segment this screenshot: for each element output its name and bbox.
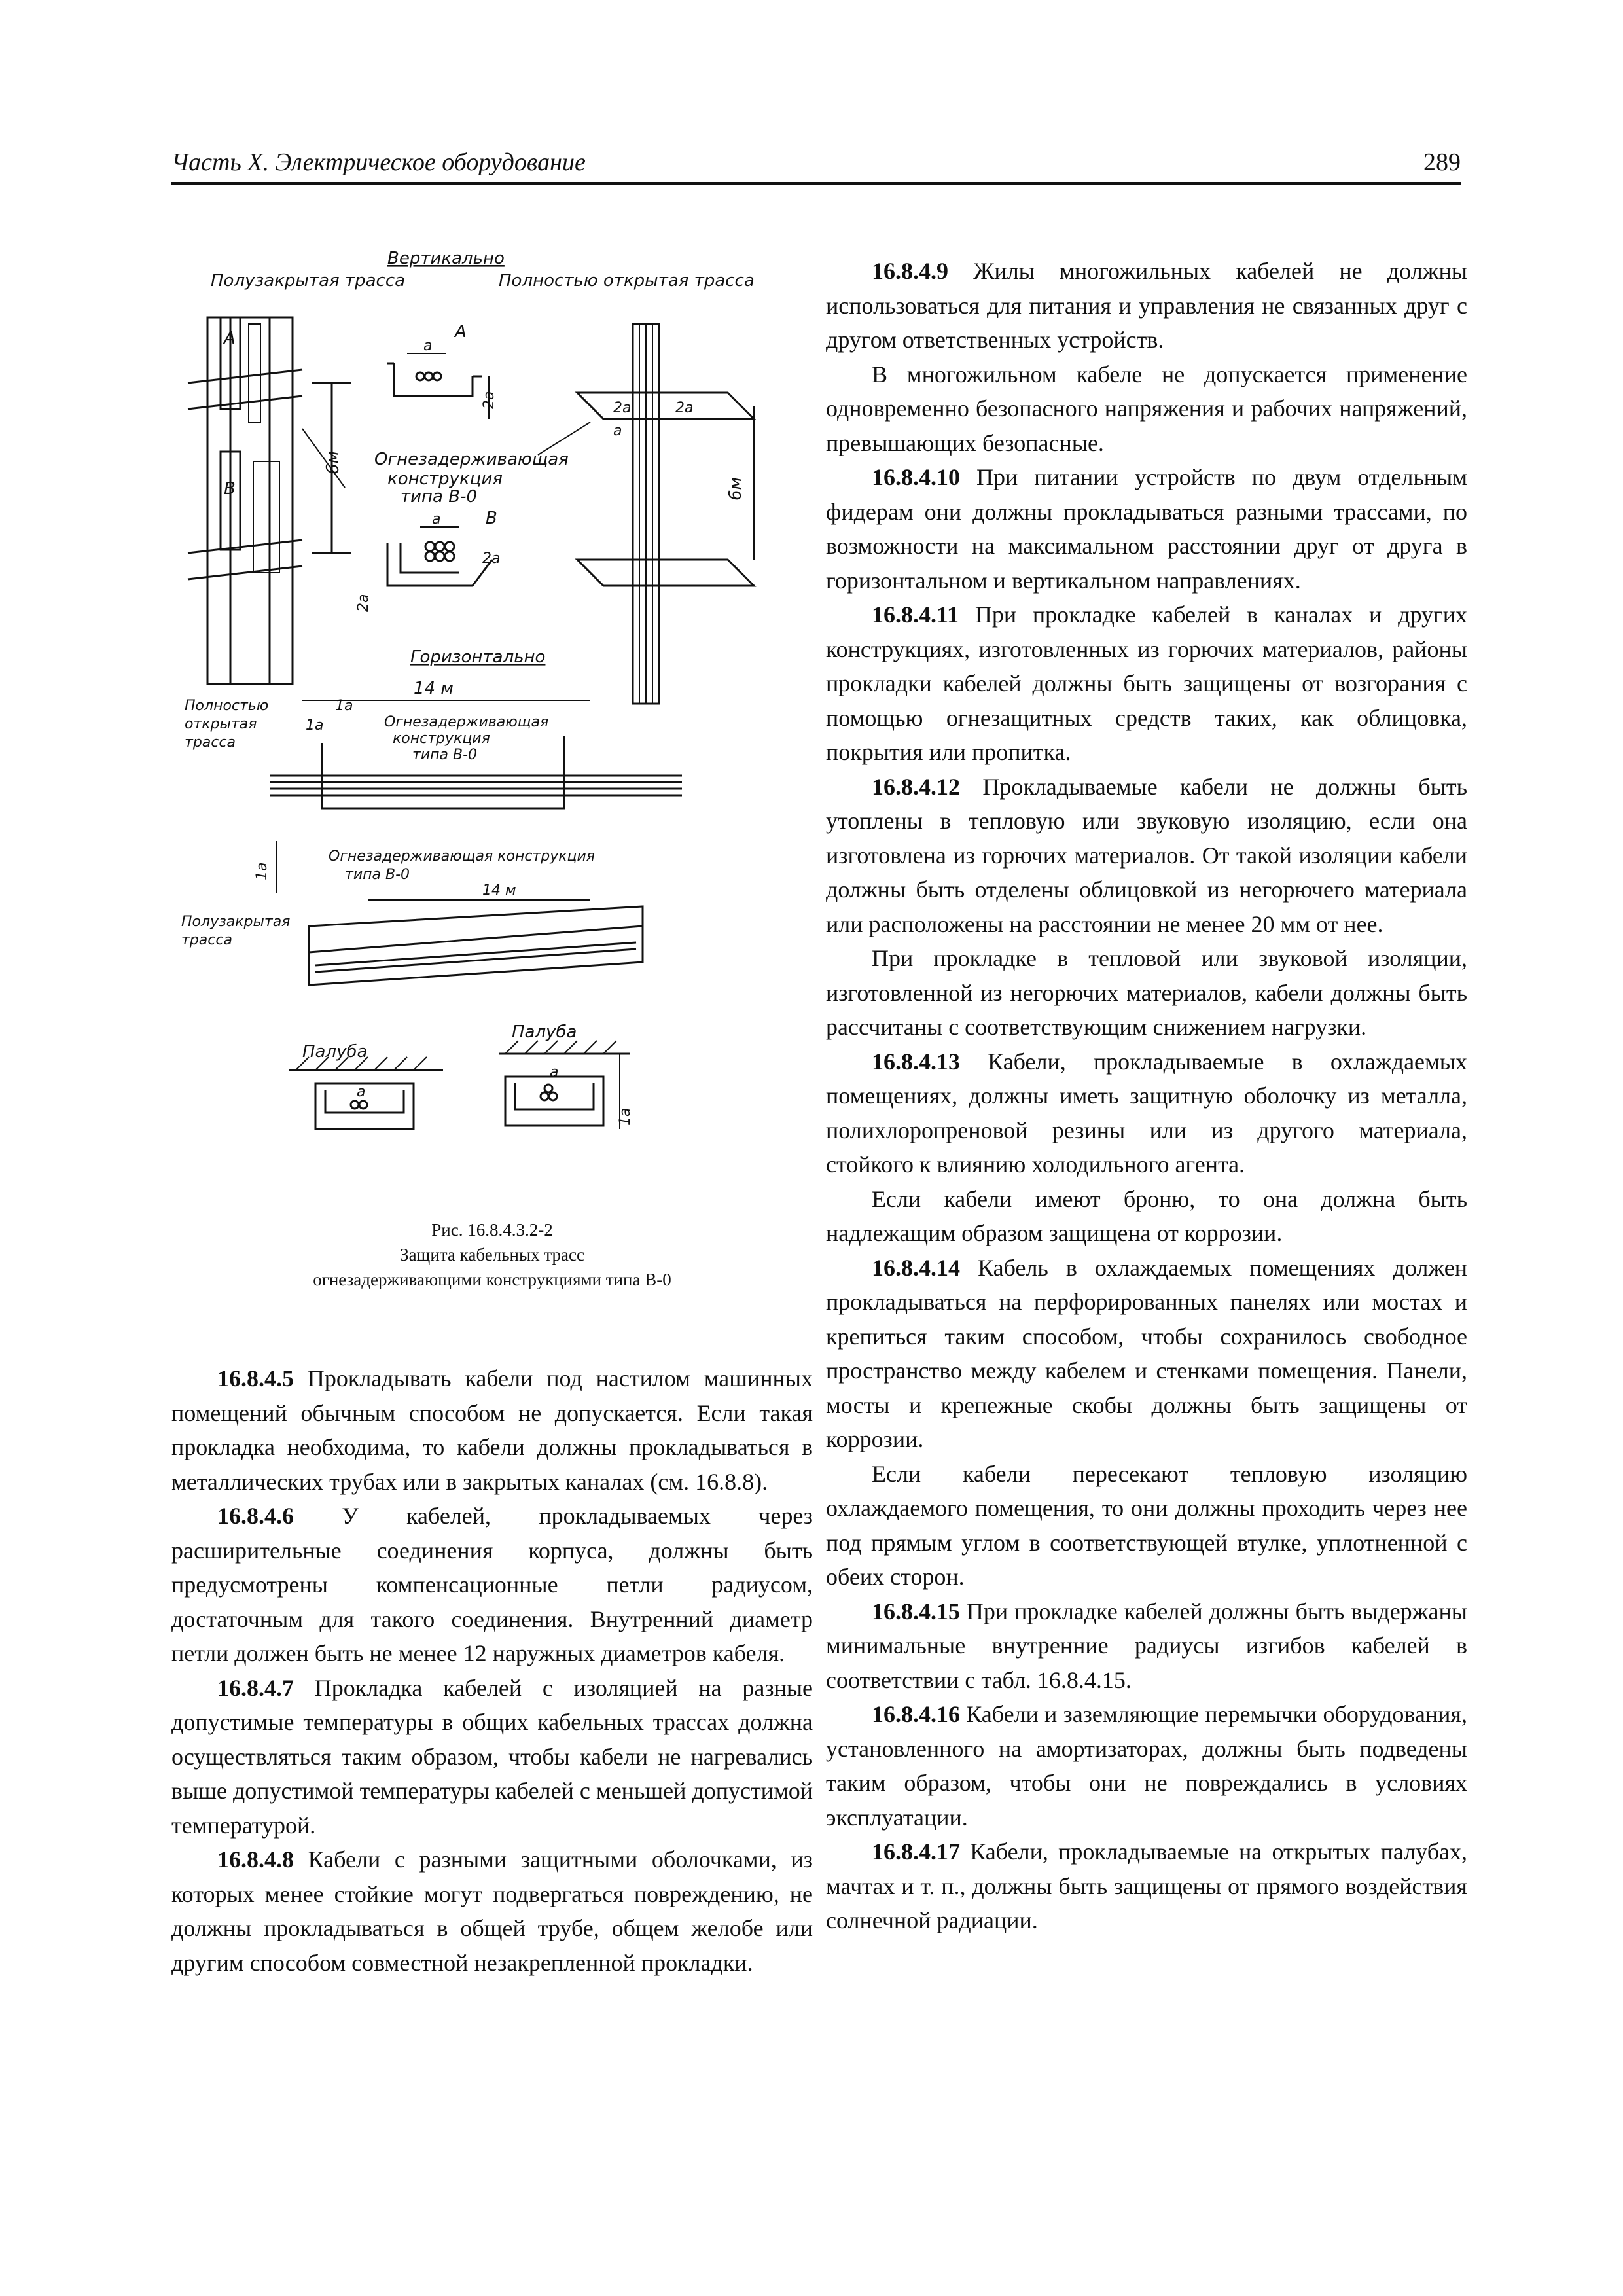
paragraph-insulation [826, 941, 1467, 1045]
label-construction-2: конструкция [393, 730, 490, 747]
paragraph-multicore [826, 357, 1467, 461]
paragraph-16-8-4-8 [171, 1842, 813, 1980]
clause-number: 16.8.4.14 [872, 1254, 960, 1281]
label-14m-1: 14 м [414, 679, 454, 698]
label-horizontal: Горизонтально [410, 647, 546, 667]
clause-number: 16.8.4.15 [872, 1598, 960, 1624]
running-header [171, 143, 1461, 185]
clause-text: Если кабели пересекают тепловую изоляцию охлаждаемого помещения, то они должны проходить через нее под прямым углом в соответствующей втулке, уплотненной с обеих сторон. [826, 1460, 1467, 1590]
clause-number: 16.8.4.17 [872, 1839, 960, 1865]
caption-line-3: огнезадерживающими конструкциями типа В-0 [313, 1270, 671, 1289]
label-a-deck-2: a [550, 1064, 559, 1081]
label-type-b0-2: типа В-0 [412, 747, 477, 763]
clause-text: Прокладывать кабели под настилом машинных помещений обычным способом не допускается. Если такая прокладка необходима, то кабели должны прокладываться в металлических трубах или в закрытых каналах (см. 16.8.8). [171, 1365, 813, 1495]
label-type-b0-3: типа В-0 [345, 867, 410, 883]
label-1a-h3: 1a [254, 862, 270, 880]
label-vertical: Вертикально [387, 249, 505, 268]
label-construction-1: конструкция [387, 469, 503, 489]
paragraph-16-8-4-6 [171, 1499, 813, 1671]
clause-text: Кабели и заземляющие перемычки оборудования, установленного на амортизаторах, должны быть подведены таким образом, чтобы они не повреждались в условиях эксплуатации. [826, 1701, 1467, 1831]
clause-text: Если кабели имеют броню, то она должна быть надлежащим образом защищена от коррозии. [826, 1185, 1467, 1246]
fully-open-vertical-cable [577, 324, 754, 704]
label-1a-h2: 1a [306, 717, 324, 734]
label-fully-open-h3: трасса [185, 734, 236, 751]
paragraph-16-8-4-17 [826, 1835, 1467, 1938]
clause-text: При питании устройств по двум отдельным фидерам они должны прокладываться разными трассами, по возможности на максимальном расстоянии друг от друга в горизонтальном и вертикальном направлениях. [826, 464, 1467, 594]
label-b-section: B [486, 509, 497, 528]
label-fire-retardant-2: Огнезадерживающая [384, 714, 549, 730]
label-2a-open-1: 2a [613, 400, 632, 416]
label-fully-open-h1: Полностью [185, 698, 269, 714]
right-column [826, 254, 1467, 1938]
clause-text: У кабелей, прокладываемых через расширительные соединения корпуса, должны быть предусмотрены компенсационные петли радиусом, достаточным для такого соединения. Внутренний диаметр петли должен быть не менее 12 наружных диаметров кабеля. [171, 1503, 813, 1666]
label-2a-open-2: 2a [675, 400, 694, 416]
paragraph-16-8-4-11 [826, 598, 1467, 770]
label-a-open: a [613, 423, 622, 439]
clause-text: При прокладке в тепловой или звуковой изоляции, изготовленной из негорючих материалов, кабели должны быть рассчитаны с соответствующим снижением нагрузки. [826, 945, 1467, 1040]
paragraph-16-8-4-5 [171, 1361, 813, 1499]
clause-number: 16.8.4.7 [217, 1674, 294, 1701]
caption-line-2: Защита кабельных трасс [400, 1245, 584, 1265]
figure-caption [171, 1217, 813, 1292]
label-fully-open-route: Полностью открытая трасса [499, 271, 755, 291]
label-2a-dim-1: 2a [481, 391, 497, 409]
clause-number: 16.8.4.8 [217, 1846, 294, 1873]
clause-text: При прокладке кабелей должны быть выдержаны минимальные внутренние радиусы изгибов кабелей в соответствии с табл. 16.8.4.15. [826, 1598, 1467, 1693]
paragraph-16-8-4-16 [826, 1697, 1467, 1835]
label-1a-h1: 1a [335, 698, 353, 714]
label-a-top: A [224, 329, 236, 348]
left-column [171, 1361, 813, 1980]
label-deck-2: Палуба [512, 1022, 577, 1042]
section-a-detail [387, 353, 489, 419]
label-semi-closed-route: Полузакрытая трасса [211, 271, 406, 291]
paragraph-16-8-4-12 [826, 770, 1467, 942]
page-number: 289 [1423, 149, 1461, 176]
figure-drawing [171, 245, 813, 1136]
clause-number: 16.8.4.10 [872, 464, 960, 490]
clause-text: Прокладываемые кабели не должны быть утоплены в тепловую или звуковую изоляцию, если она изготовлена из горючих материалов. От такой изоляции кабели должны быть отделены облицовкой из негорючего материала или расположены на расстоянии не менее 20 мм от нее. [826, 773, 1467, 937]
clause-text: В многожильном кабеле не допускается применение одновременно безопасного напряжения и рабочих напряжений, превышающих безопасные. [826, 361, 1467, 456]
paragraph-16-8-4-15 [826, 1594, 1467, 1698]
label-2a-dim-3: 2a [355, 594, 372, 612]
horizontal-semi-closed-tray [309, 900, 643, 985]
paragraph-16-8-4-13 [826, 1045, 1467, 1182]
clause-number: 16.8.4.5 [217, 1365, 294, 1391]
label-a-dim-2: a [432, 511, 441, 528]
semi-closed-vertical-trunk [188, 317, 302, 684]
clause-text: Прокладка кабелей с изоляцией на разные допустимые температуры в общих кабельных трассах должна осуществляться таким образом, чтобы кабели не нагревались выше допустимой температуры кабелей с меньшей допустимой температурой. [171, 1674, 813, 1839]
label-semi-closed-h2: трасса [181, 932, 232, 948]
label-6m-right: 6м [726, 476, 745, 501]
paragraph-16-8-4-14 [826, 1251, 1467, 1457]
label-fire-construction-full: Огнезадерживающая конструкция [329, 848, 596, 865]
label-14m-2: 14 м [482, 882, 516, 899]
caption-number: Рис. 16.8.4.3.2-2 [431, 1220, 553, 1240]
clause-text: Кабели, прокладываемые на открытых палубах, мачтах и т. п., должны быть защищены от прямого воздействия солнечной радиации. [826, 1839, 1467, 1933]
clause-text: Кабели с разными защитными оболочками, из которых менее стойкие могут подвергаться повреждению, не должны прокладываться в общей трубе, общем желобе или другим способом совместной незакрепленной прокладки. [171, 1846, 813, 1976]
paragraph-16-8-4-10 [826, 460, 1467, 598]
section-b-detail [387, 527, 492, 586]
label-b-mid: B [224, 479, 236, 499]
clause-number: 16.8.4.11 [872, 601, 959, 628]
paragraph-thermal-crossing [826, 1457, 1467, 1594]
clause-number: 16.8.4.13 [872, 1048, 960, 1075]
figure [171, 245, 813, 1136]
label-type-b0-1: типа В-0 [401, 487, 477, 507]
paragraph-armor [826, 1182, 1467, 1251]
deck-detail-left [289, 1057, 443, 1129]
clause-number: 16.8.4.12 [872, 773, 960, 800]
label-a-dim-1: a [423, 338, 433, 354]
label-semi-closed-h1: Полузакрытая [181, 914, 291, 930]
label-a-section: A [455, 322, 467, 342]
deck-detail-right [499, 1041, 630, 1129]
clause-text: Кабель в охлаждаемых помещениях должен прокладываться на перфорированных панелях или мостах и крепиться таким способом, чтобы сохранилось свободное пространство между кабелем и стенками помещения. Панели, мосты и крепежные скобы должны быть защищены от коррозии. [826, 1254, 1467, 1452]
paragraph-16-8-4-7 [171, 1671, 813, 1843]
label-6m-left: 6м [323, 450, 343, 475]
label-fully-open-h2: открытая [185, 716, 257, 732]
clause-text: Жилы многожильных кабелей не должны использоваться для питания и управления не связанных друг с другом ответственных устройств. [826, 258, 1467, 353]
clause-text: Кабели, прокладываемые в охлаждаемых помещениях, должны иметь защитную оболочку из металла, полихлоропреновой резины или из другого материала, стойкого к влиянию холодильного агента. [826, 1048, 1467, 1177]
paragraph-16-8-4-9 [826, 254, 1467, 357]
section-title: Часть X. Электрическое оборудование [171, 149, 586, 176]
clause-text: При прокладке кабелей в каналах и других конструкциях, изготовленных из горючих материалов, районы прокладки кабелей должны быть защищены от возгорания с помощью огнезащитных средств таких, как облицовка, покрытия или пропитка. [826, 601, 1467, 765]
label-2a-dim-2: 2a [482, 550, 501, 567]
label-1a-deck: 1a [617, 1107, 633, 1126]
clause-number: 16.8.4.9 [872, 258, 948, 284]
label-a-deck-1: a [357, 1084, 366, 1100]
label-fire-retardant-1: Огнезадерживающая [374, 450, 569, 469]
clause-number: 16.8.4.16 [872, 1701, 960, 1727]
clause-number: 16.8.4.6 [217, 1503, 294, 1529]
label-deck-1: Палуба [302, 1042, 368, 1062]
